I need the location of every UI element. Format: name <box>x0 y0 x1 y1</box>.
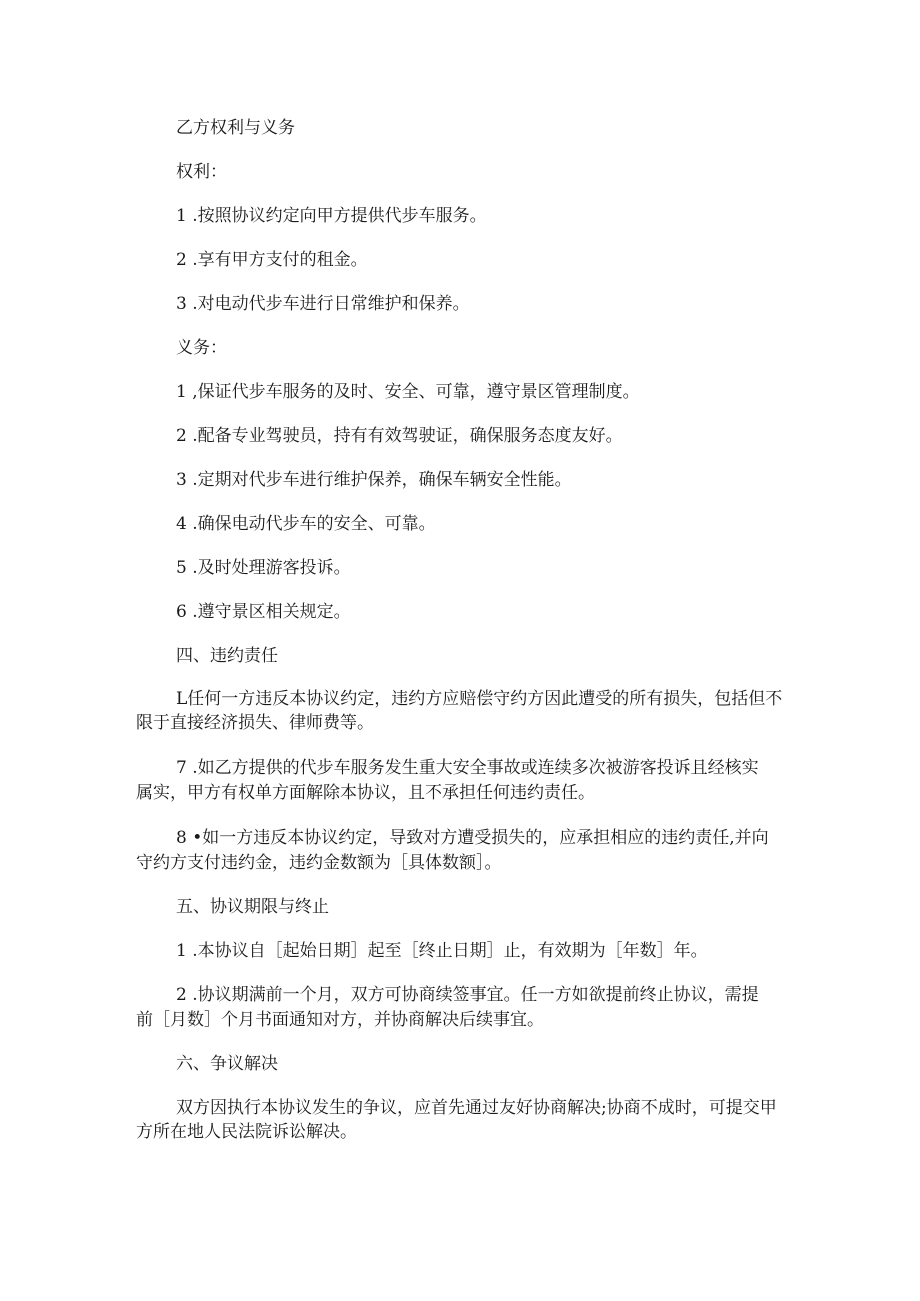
rights-heading: 权利： <box>176 162 227 182</box>
obligations-item-2: 2 .配备专业驾驶员，持有有效驾驶证，确保服务态度友好。 <box>176 426 623 446</box>
section4-p2-line1: 7 .如乙方提供的代步车服务发生重大安全事故或连续多次被游客投诉且经核实 <box>176 758 759 778</box>
section4-p3-line1: 8 •如一方违反本协议约定，导致对方遭受损失的，应承担相应的违约责任,并向 <box>176 828 769 848</box>
section4-p2-line2: 属实，甲方有权单方面解除本协议，且不承担任何违约责任。 <box>136 783 595 803</box>
rights-item-1: 1 .按照协议约定向甲方提供代步车服务。 <box>176 206 487 226</box>
section6-p1-line1: 双方因执行本协议发生的争议，应首先通过友好协商解决;协商不成时，可提交甲 <box>176 1098 777 1118</box>
obligations-heading: 义务： <box>176 338 227 358</box>
rights-item-3: 3 .对电动代步车进行日常维护和保养。 <box>176 294 470 314</box>
section4-p3-line2: 守约方支付违约金，违约金数额为［具体数额］。 <box>136 853 502 873</box>
section5-p2-line2: 前［月数］个月书面通知对方，并协商解决后续事宜。 <box>136 1010 544 1030</box>
rights-item-2: 2 .享有甲方支付的租金。 <box>176 250 368 270</box>
obligations-item-3: 3 .定期对代步车进行维护保养，确保车辆安全性能。 <box>176 470 572 490</box>
party-b-heading: 乙方权利与义务 <box>176 118 295 138</box>
section4-heading: 四、违约责任 <box>176 646 278 666</box>
obligations-item-6: 6 .遵守景区相关规定。 <box>176 602 351 622</box>
section4-p1-line1: L任何一方违反本协议约定，违约方应赔偿守约方因此遭受的所有损失，包括但不 <box>176 689 783 709</box>
obligations-item-5: 5 .及时处理游客投诉。 <box>176 558 351 578</box>
section5-p2-line1: 2 .协议期满前一个月，双方可协商续签事宜。任一方如欲提前终止协议，需提 <box>176 985 759 1005</box>
section6-p1-line2: 方所在地人民法院诉讼解决。 <box>136 1122 357 1142</box>
obligations-item-1: 1 ,保证代步车服务的及时、安全、可靠，遵守景区管理制度。 <box>176 382 640 402</box>
section4-p1-line2: 限于直接经济损失、律师费等。 <box>136 713 374 733</box>
section5-heading: 五、协议期限与终止 <box>176 897 329 917</box>
section5-p1: 1 .本协议自［起始日期］起至［终止日期］止，有效期为［年数］年。 <box>176 941 708 961</box>
section6-heading: 六、争议解决 <box>176 1054 278 1074</box>
obligations-item-4: 4 .确保电动代步车的安全、可靠。 <box>176 514 436 534</box>
